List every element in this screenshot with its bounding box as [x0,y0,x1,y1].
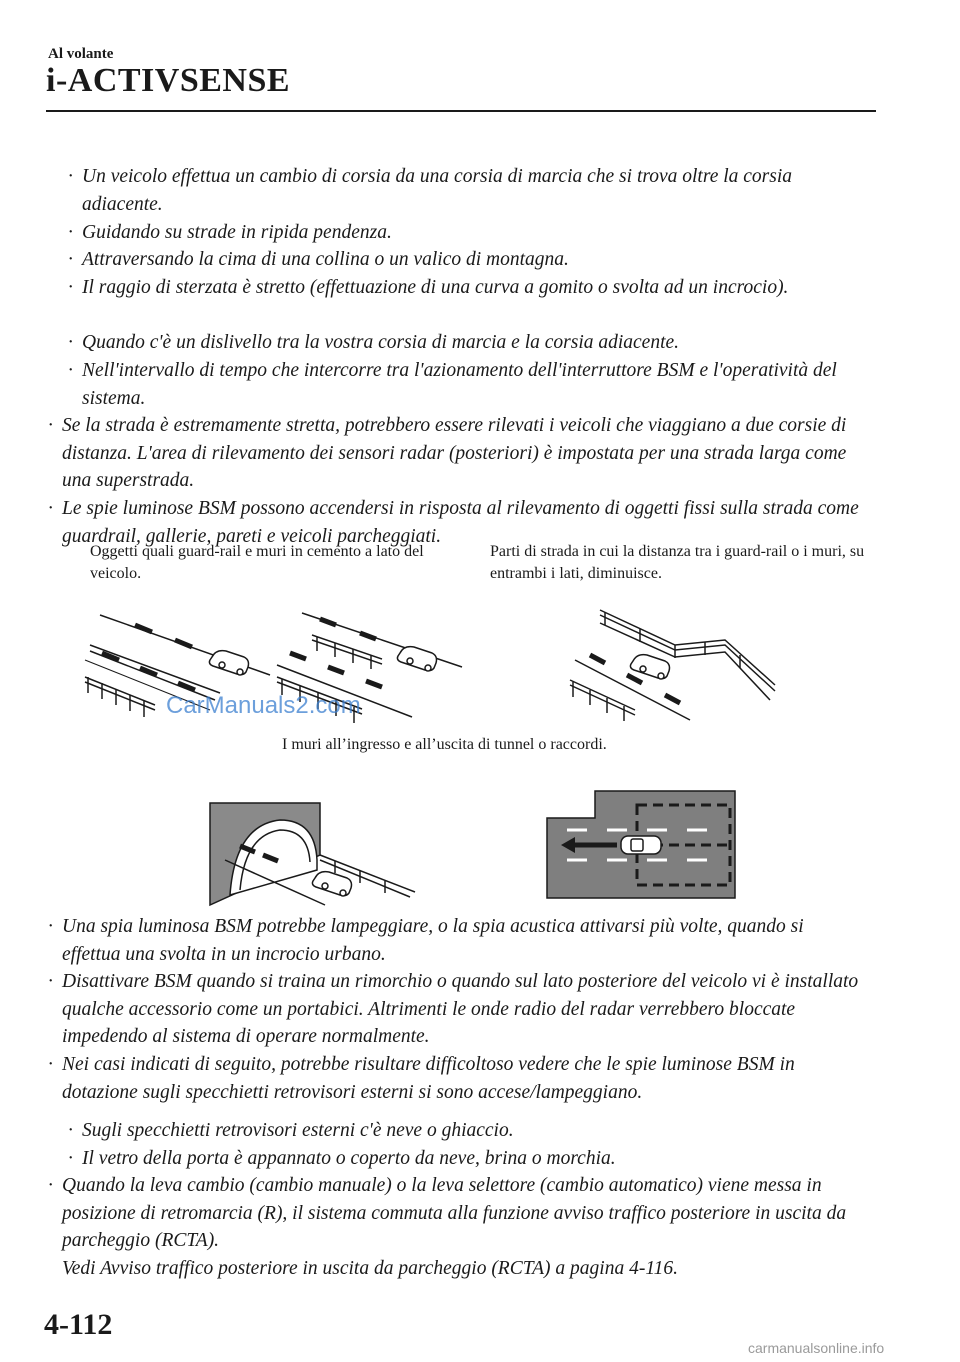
page-title: i-ACTIVSENSE [46,62,291,99]
list-item: · Attraversando la cima di una collina o un valico di montagna. [68,249,569,270]
list-item: · Guidando su strade in ripida pendenza. [68,222,392,243]
list-item: · Disattivare BSM quando si traina un rimorchio o quando sul lato posteriore del veicolo vi è installato qualche accessorio come un portabici. Altrimenti le onde radio del radar verrebbero bloccate impedendo al sistema di operare normalmente. [48,971,859,1048]
list-item: · Un veicolo effettua un cambio di corsia da una corsia di marcia che si trova oltre la corsia adiacente. [68,166,793,215]
caption-right: Parti di strada in cui la distanza tra i guard-rail o i muri, su entrambi i lati, diminuisce. [490,543,865,582]
list-item: · Quando c'è un dislivello tra la vostra corsia di marcia e la corsia adiacente. [68,332,680,353]
caption-center: I muri all’ingresso e all’uscita di tunnel o raccordi. [282,736,607,753]
list-item: · Nei casi indicati di seguito, potrebbe risultare difficoltoso vedere che le spie luminose BSM in dotazione sugli specchietti retrovisori esterni si sono accese/lampeggiano. [48,1054,795,1103]
list-item: · Le spie luminose BSM possono accendersi in risposta al rilevamento di oggetti fissi sulla strada come guardrail, gallerie, pareti e veicoli parcheggiati. [48,498,859,547]
list-item: · Il raggio di sterzata è stretto (effettuazione di una curva a gomito o svolta ad un incrocio). [68,277,789,298]
watermark: CarManuals2.com [166,692,361,719]
footer-watermark: carmanualsonline.info [748,1340,885,1356]
section-label: Al volante [48,46,114,62]
cross-reference: Vedi Avviso traffico posteriore in uscita da parcheggio (RCTA) a pagina 4-116. [62,1258,678,1279]
title-rule [46,110,876,112]
illustration-detection-area [545,788,740,900]
list-item: · Se la strada è estremamente stretta, potrebbero essere rilevati i veicoli che viaggiano a due corsie di distanza. L'area di rilevamento dei sensori radar (posteriori) è impostata per una strada larga come una superstrada. [48,415,847,492]
list-item: · Nell'intervallo di tempo che intercorre tra l'azionamento dell'interruttore BSM e l'operatività del sistema. [68,360,837,409]
list-item: · Sugli specchietti retrovisori esterni c'è neve o ghiaccio. [68,1120,514,1141]
list-item: · Una spia luminosa BSM potrebbe lampeggiare, o la spia acustica attivarsi più volte, quando si effettua una svolta in un incrocio urbano. [48,916,804,965]
page-number: 4-112 [44,1308,113,1341]
list-item: · Il vetro della porta è appannato o coperto da neve, brina o morchia. [68,1148,616,1169]
illustration-tunnel [205,800,420,910]
caption-left: Oggetti quali guard-rail e muri in cemento a lato del veicolo. [90,543,424,582]
illustration-narrowing [565,605,780,730]
list-item: · Quando la leva cambio (cambio manuale) o la leva selettore (cambio automatico) viene messa in posizione di retromarcia (R), il sistema commuta alla funzione avviso traffico posteriore in uscita da parcheggio (RCTA). [48,1175,847,1252]
